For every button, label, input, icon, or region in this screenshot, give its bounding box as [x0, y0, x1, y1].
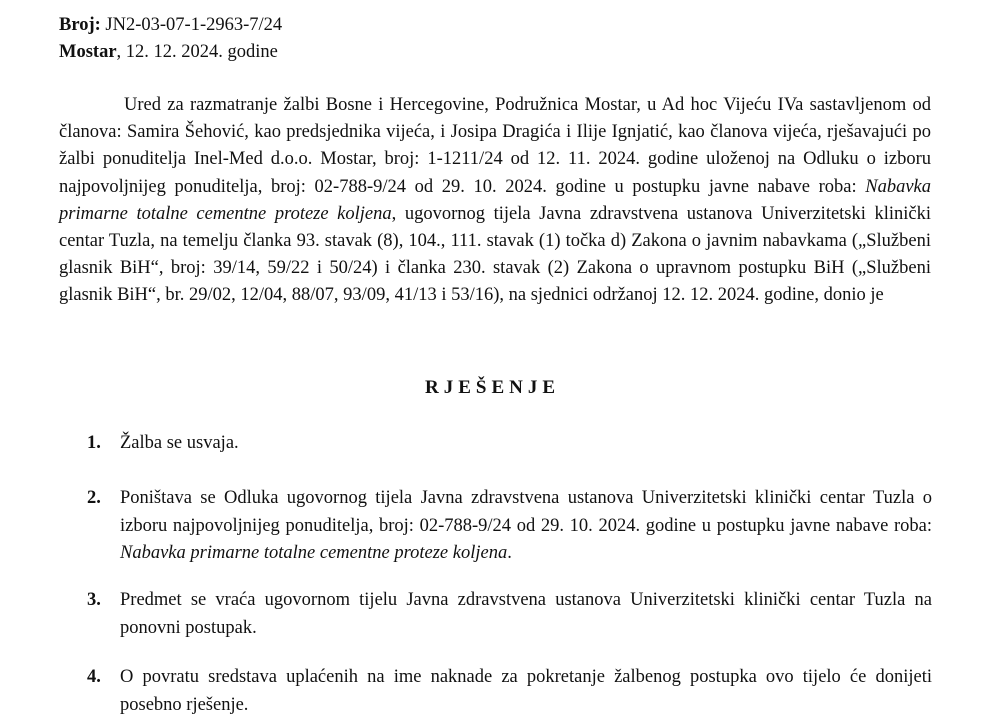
- intro-text-1: Ured za razmatranje žalbi Bosne i Hercegovine, Podružnica Mostar, u Ad hoc Vijeću IVa sastavljenom od članova: Samira Šehović, kao predsjednika vijeća, i Josipa Dragića i Ilije Ignjatić, kao članova vijeća, rješavajući po žalbi ponuditelja Inel-Med d.o.o. Mostar, broj: 1-1211/24 od 12. 11. 2024. godine uloženoj na Odluku o izboru najpovoljnijeg ponuditelja, broj: 02-788-9/24 od 29. 10. 2024. godine u postupku javne nabave roba:: [59, 95, 931, 197]
- place-label: Mostar: [59, 42, 117, 62]
- item-text: O povratu sredstava uplaćenih na ime naknade za pokretanje žalbenog postupka ovo tijelo će donijeti posebno rješenje.: [120, 667, 932, 715]
- decision-item: [87, 587, 932, 642]
- item-text-container: [120, 485, 932, 568]
- intro-procurement-name: Nabavka primarne totalne cementne proteze koljena: [59, 176, 931, 224]
- intro-text-2: , ugovornog tijela Javna zdravstvena ustanova Univerzitetski klinički centar Tuzla, na temelju članka 93. stavak (8), 104., 111. stavak (1) točka d) Zakona o javnim nabavkama („Službeni glasnik BiH“, broj: 39/14, 59/22 i 50/24) i članka 230. stavak (2) Zakona o upravnom postupku BiH („Službeni glasnik BiH“, br. 29/02, 12/04, 88/07, 93/09, 41/13 i 53/16), na sjednici održanoj 12. 12. 2024. godine, donio je: [59, 203, 931, 306]
- item-number: 3.: [87, 590, 101, 610]
- document-header: [59, 12, 282, 66]
- item-number: 1.: [87, 433, 101, 453]
- item-text: Žalba se usvaja.: [120, 433, 239, 453]
- item-text: Poništava se Odluka ugovornog tijela Javna zdravstvena ustanova Univerzitetski klinički centar Tuzla o izboru najpovoljnijeg ponuditelja, broj: 02-788-9/24 od 29. 10. 2024. godine u postupku javne nabave roba:: [120, 488, 932, 536]
- item-number: 2.: [87, 488, 101, 508]
- date-value: , 12. 12. 2024. godine: [116, 42, 278, 62]
- place-date-line: [59, 39, 282, 66]
- intro-paragraph: [59, 92, 931, 310]
- decision-title: RJEŠENJE: [424, 377, 561, 398]
- item-text: Predmet se vraća ugovornom tijelu Javna zdravstvena ustanova Univerzitetski klinički centar Tuzla na ponovni postupak.: [120, 590, 932, 638]
- case-number-label: Broj:: [59, 15, 101, 35]
- item-procurement-name: Nabavka primarne totalne cementne proteze koljena: [120, 543, 508, 563]
- case-number-value: JN2-03-07-1-2963-7/24: [105, 15, 283, 35]
- decision-item: [87, 430, 932, 458]
- case-number-line: [59, 12, 282, 39]
- decision-item: [87, 664, 932, 719]
- decision-item: [87, 485, 932, 568]
- item-number: 4.: [87, 667, 101, 687]
- item-text-tail: .: [507, 543, 512, 563]
